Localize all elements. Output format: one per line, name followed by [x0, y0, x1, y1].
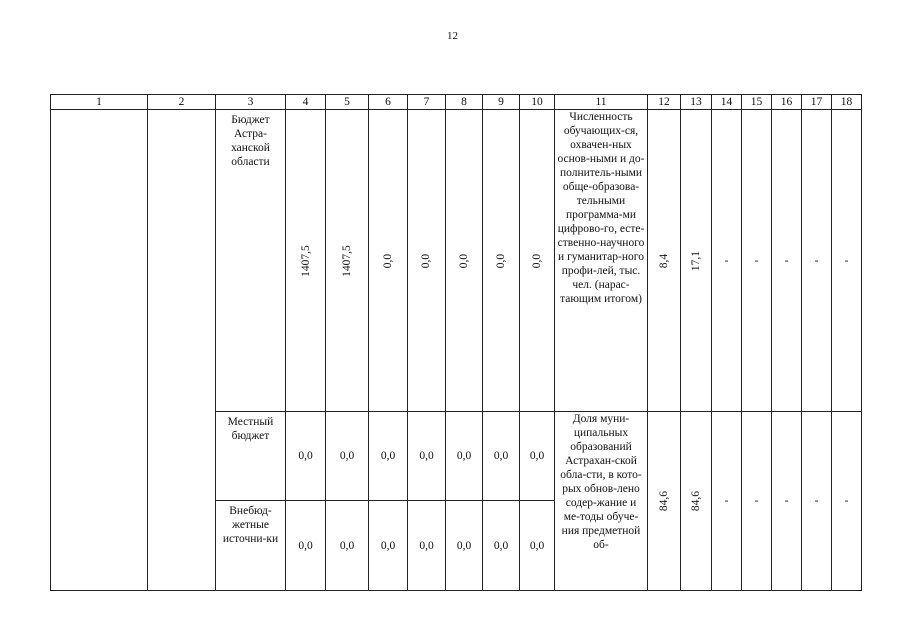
dash-cell: - — [742, 412, 772, 591]
value-cell: 0,0 — [520, 412, 555, 501]
header-row — [51, 95, 862, 110]
funding-source: Внебюд-жетные источни-ки — [216, 501, 286, 591]
value-cell: 0,0 — [369, 412, 408, 501]
page-number: 12 — [447, 30, 458, 42]
value-cell: 0,0 — [483, 412, 520, 501]
dash-cell: - — [712, 110, 742, 412]
dash-cell: - — [712, 412, 742, 591]
column-header: 3 — [216, 95, 286, 110]
value-cell: 0,0 — [446, 412, 483, 501]
value-cell: 0,0 — [408, 412, 446, 501]
dash-cell: - — [772, 110, 802, 412]
value-cell: 0,0 — [408, 110, 446, 412]
column-header: 17 — [802, 95, 832, 110]
value-cell: 0,0 — [286, 412, 326, 501]
value-cell: 0,0 — [286, 501, 326, 591]
column-header: 16 — [772, 95, 802, 110]
table-row — [51, 110, 862, 412]
cell-col1 — [51, 110, 148, 591]
value-cell: 84,6 — [648, 412, 681, 591]
funding-source: Местный бюджет — [216, 412, 286, 501]
column-header: 18 — [832, 95, 862, 110]
indicator-text: Доля муни-ципальных образований Астрахан-ской обла-сти, в кото-рых обнов-лено содер-жание и ме-тоды обуче-ния предметной об- — [555, 412, 648, 591]
column-header: 15 — [742, 95, 772, 110]
funding-source: Бюджет Астра-ханской области — [216, 110, 286, 412]
column-header: 1 — [51, 95, 148, 110]
dash-cell: - — [802, 110, 832, 412]
dash-cell: - — [742, 110, 772, 412]
value-cell: 0,0 — [520, 501, 555, 591]
column-header: 9 — [483, 95, 520, 110]
column-header: 12 — [648, 95, 681, 110]
value-cell: 1407,5 — [326, 110, 369, 412]
value-cell: 0,0 — [483, 501, 520, 591]
dash-cell: - — [802, 412, 832, 591]
column-header: 6 — [369, 95, 408, 110]
indicator-text: Численность обучающих-ся, охвачен-ных основ-ными и до-полнитель-ными обще-образова-тельными программа-ми цифрово-го, есте-ственно-научного и гуманитар-ного профи-лей, тыс. чел. (нарас-тающим итогом) — [555, 110, 648, 412]
value-cell: 0,0 — [369, 110, 408, 412]
value-cell: 0,0 — [520, 110, 555, 412]
cell-col2 — [148, 110, 216, 591]
value-cell: 0,0 — [369, 501, 408, 591]
column-header: 10 — [520, 95, 555, 110]
value-cell: 0,0 — [326, 412, 369, 501]
value-cell: 0,0 — [446, 501, 483, 591]
column-header: 7 — [408, 95, 446, 110]
value-cell: 17,1 — [681, 110, 712, 412]
value-cell: 0,0 — [326, 501, 369, 591]
column-header: 4 — [286, 95, 326, 110]
value-cell: 1407,5 — [286, 110, 326, 412]
budget-table — [50, 94, 862, 591]
value-cell: 8,4 — [648, 110, 681, 412]
dash-cell: - — [832, 412, 862, 591]
column-header: 11 — [555, 95, 648, 110]
column-header: 14 — [712, 95, 742, 110]
value-cell: 0,0 — [483, 110, 520, 412]
value-cell: 84,6 — [681, 412, 712, 591]
value-cell: 0,0 — [446, 110, 483, 412]
column-header: 13 — [681, 95, 712, 110]
dash-cell: - — [772, 412, 802, 591]
column-header: 2 — [148, 95, 216, 110]
column-header: 8 — [446, 95, 483, 110]
column-header: 5 — [326, 95, 369, 110]
value-cell: 0,0 — [408, 501, 446, 591]
dash-cell: - — [832, 110, 862, 412]
